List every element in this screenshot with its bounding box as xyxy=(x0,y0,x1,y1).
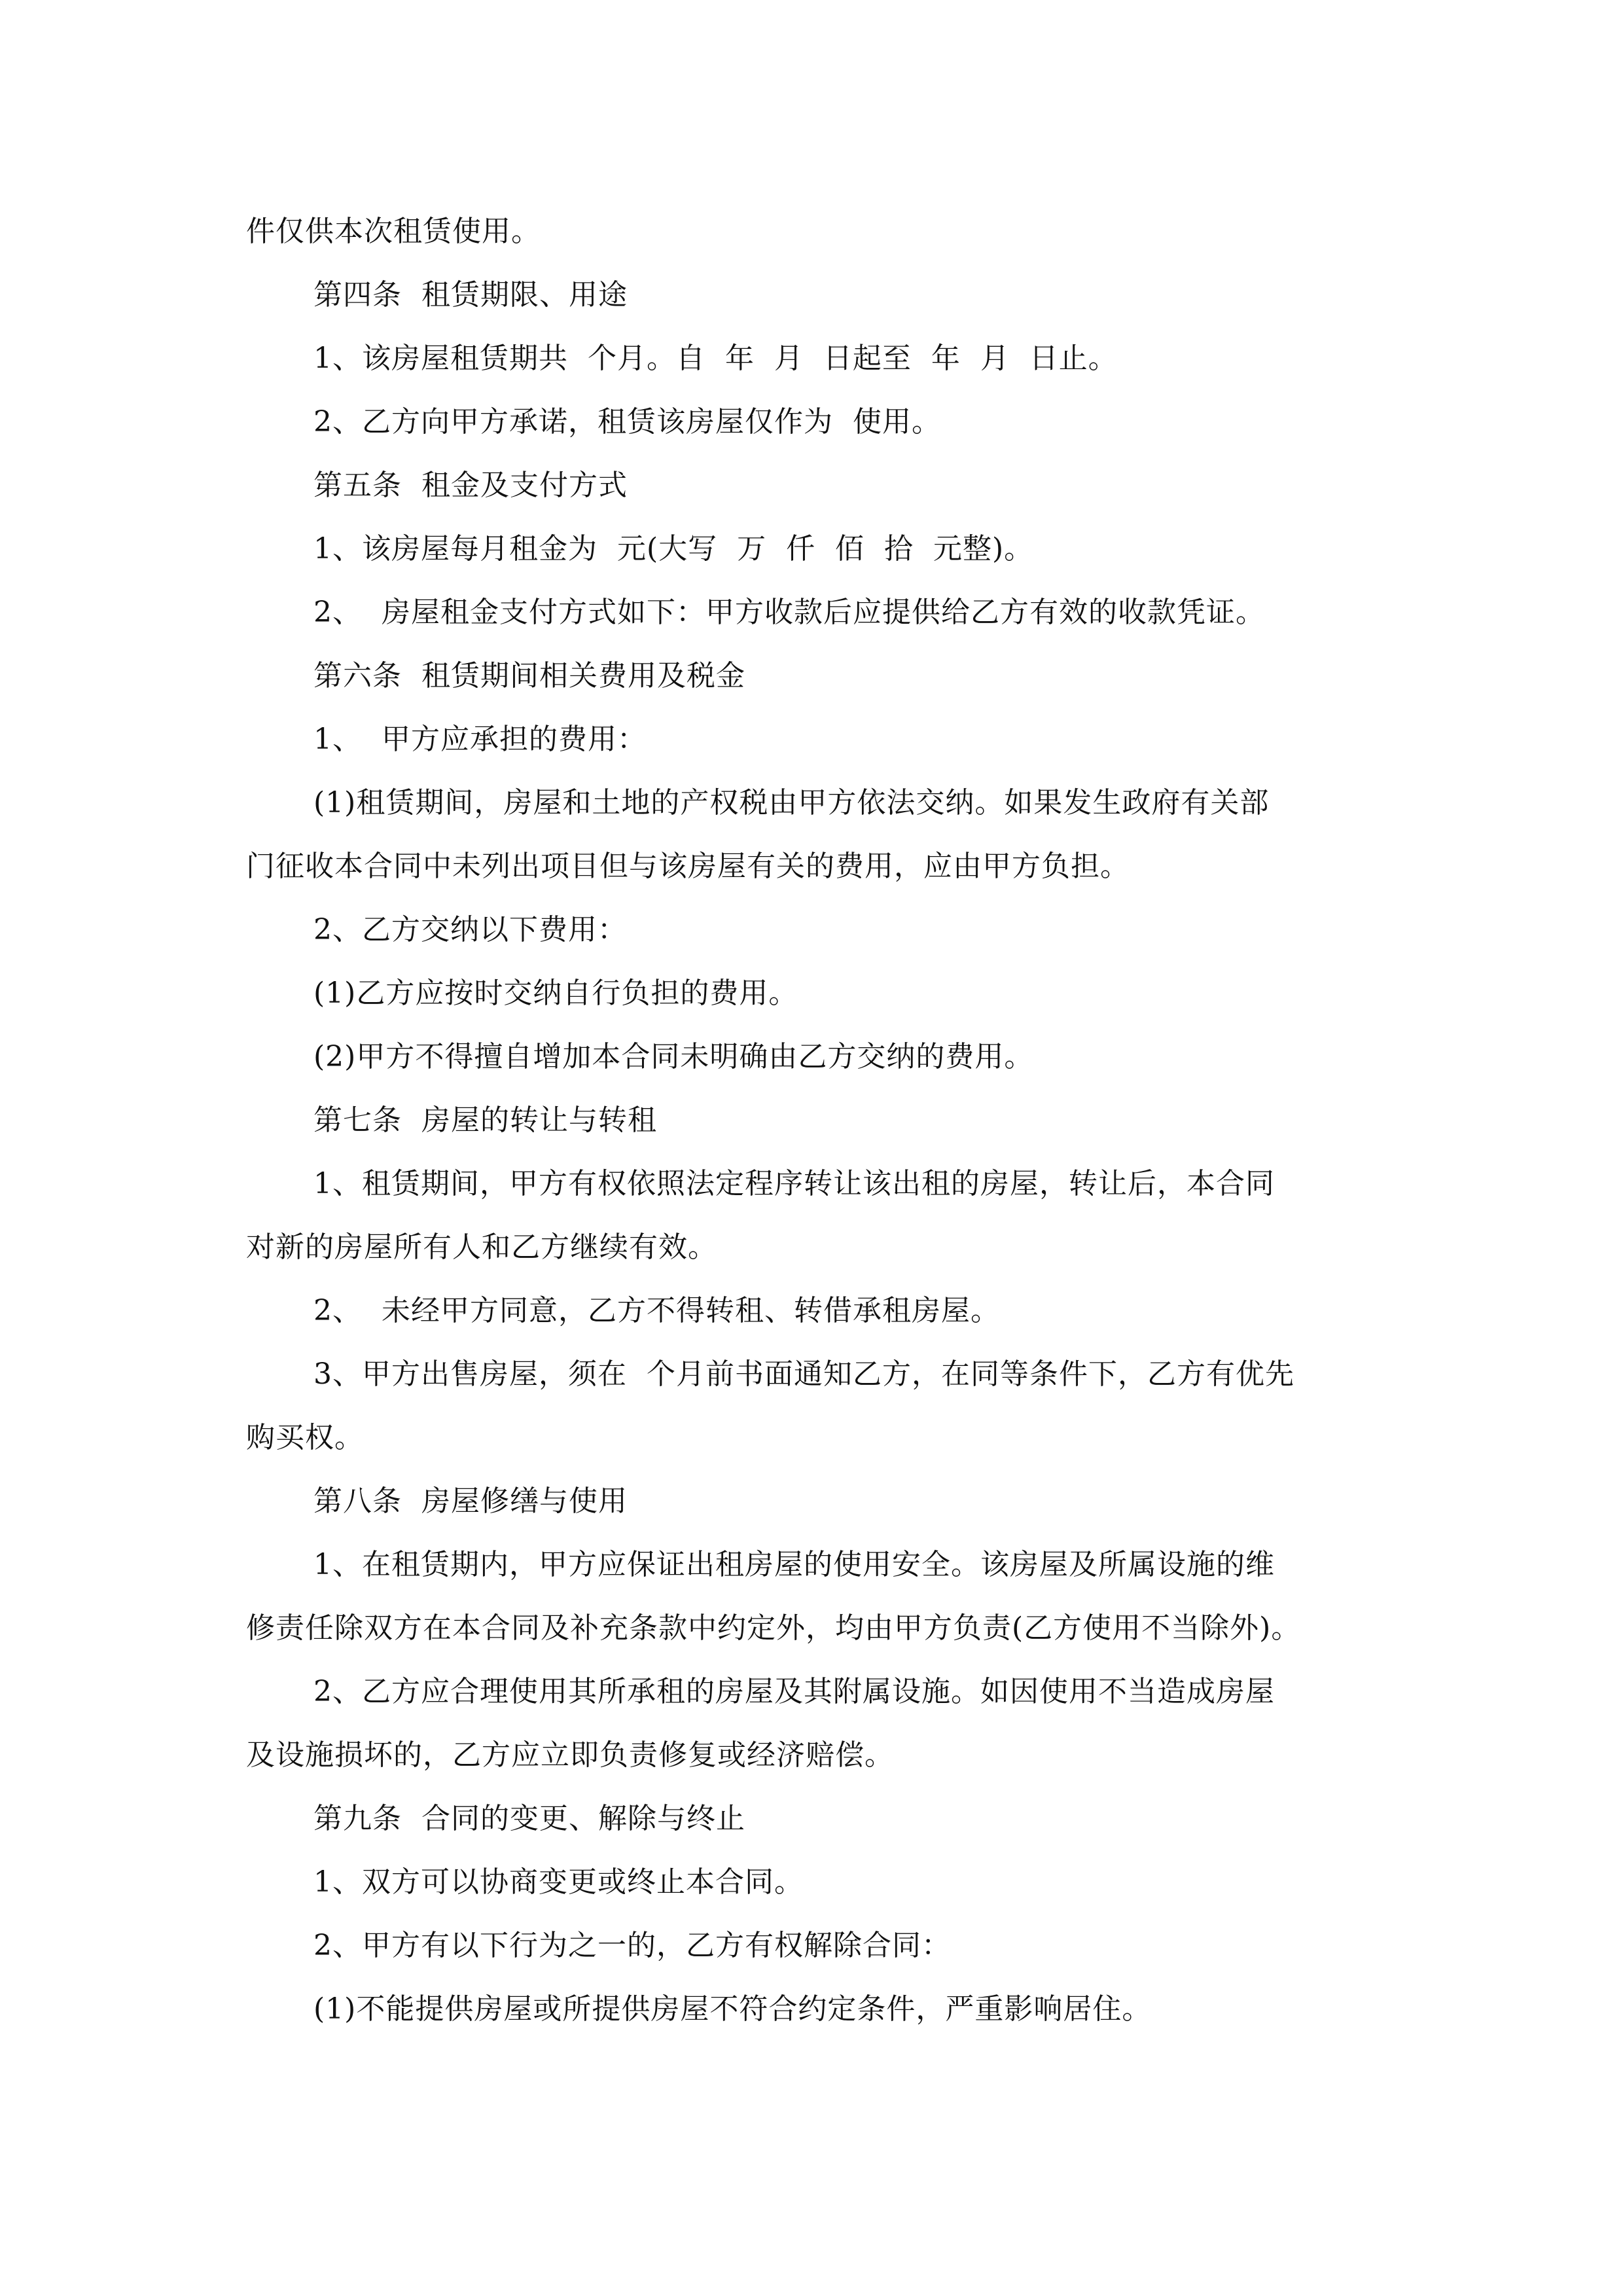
article-heading: 第五条 租金及支付方式 xyxy=(313,469,628,502)
paragraph-line: 对新的房屋所有人和乙方继续有效。 xyxy=(246,1230,717,1264)
paragraph-line: 及设施损坏的，乙方应立即负责修复或经济赔偿。 xyxy=(246,1738,894,1772)
paragraph-line: 1、 甲方应承担的费用： xyxy=(313,723,647,756)
paragraph-line: 1、租赁期间，甲方有权依照法定程序转让该出租的房屋，转让后，本合同 xyxy=(313,1167,1275,1200)
document-body xyxy=(246,200,1398,2041)
paragraph-line: 修责任除双方在本合同及补充条款中约定外，均由甲方负责(乙方使用不当除外)。 xyxy=(246,1611,1301,1645)
paragraph-line: 2、甲方有以下行为之一的，乙方有权解除合同： xyxy=(313,1929,951,1962)
paragraph-line: 1、该房屋每月租金为 元(大写 万 仟 佰 拾 元整)。 xyxy=(313,532,1034,565)
paragraph-line: (1)乙方应按时交纳自行负担的费用。 xyxy=(313,977,798,1010)
paragraph-line: 2、乙方应合理使用其所承租的房屋及其附属设施。如因使用不当造成房屋 xyxy=(313,1675,1275,1708)
paragraph-line: (1)不能提供房屋或所提供房屋不符合约定条件，严重影响居住。 xyxy=(313,1992,1152,2026)
paragraph-line: 件仅供本次租赁使用。 xyxy=(246,215,541,248)
article-heading: 第六条 租赁期间相关费用及税金 xyxy=(313,659,745,692)
paragraph-line: 2、 房屋租金支付方式如下：甲方收款后应提供给乙方有效的收款凭证。 xyxy=(313,596,1265,629)
paragraph-line: 购买权。 xyxy=(246,1421,364,1454)
paragraph-line: 1、该房屋租赁期共 个月。自 年 月 日起至 年 月 日止。 xyxy=(313,342,1118,375)
paragraph-line: 1、在租赁期内，甲方应保证出租房屋的使用安全。该房屋及所属设施的维 xyxy=(313,1548,1275,1581)
paragraph-line: (2)甲方不得擅自增加本合同未明确由乙方交纳的费用。 xyxy=(313,1040,1034,1073)
paragraph-line: 1、双方可以协商变更或终止本合同。 xyxy=(313,1865,804,1899)
paragraph-line: 2、乙方交纳以下费用： xyxy=(313,913,627,946)
article-heading: 第八条 房屋修缮与使用 xyxy=(313,1484,628,1518)
paragraph-line: 3、甲方出售房屋，须在 个月前书面通知乙方，在同等条件下，乙方有优先 xyxy=(313,1357,1294,1391)
paragraph-line: 2、 未经甲方同意，乙方不得转租、转借承租房屋。 xyxy=(313,1294,1000,1327)
paragraph-line: 2、乙方向甲方承诺，租赁该房屋仅作为 使用。 xyxy=(313,405,941,439)
article-heading: 第九条 合同的变更、解除与终止 xyxy=(313,1802,745,1835)
article-heading: 第七条 房屋的转让与转租 xyxy=(313,1103,657,1137)
article-heading: 第四条 租赁期限、用途 xyxy=(313,278,628,312)
paragraph-line: (1)租赁期间，房屋和土地的产权税由甲方依法交纳。如果发生政府有关部 xyxy=(313,786,1270,819)
paragraph-line: 门征收本合同中未列出项目但与该房屋有关的费用，应由甲方负担。 xyxy=(246,850,1130,883)
